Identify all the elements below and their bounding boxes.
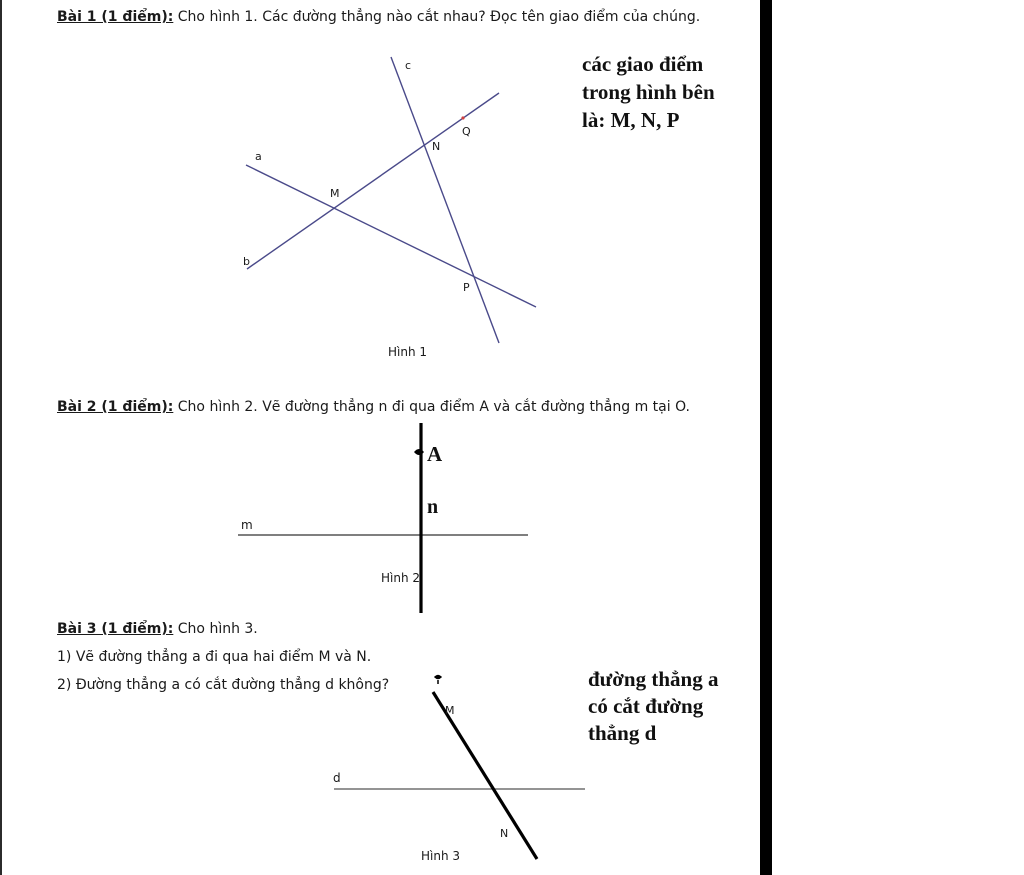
fig3-caption: Hình 3 (421, 849, 461, 863)
fig1-label-m: M (330, 187, 340, 200)
fig1-label-q: Q (462, 125, 471, 138)
fig2-label-a: A (427, 442, 443, 466)
bai3-title: Bài 3 (1 điểm): (57, 621, 174, 637)
bai1-answer-line: các giao điểm (582, 52, 704, 76)
bai3-answer-line: thẳng d (588, 721, 657, 745)
bai3-text: Cho hình 3. (173, 621, 258, 637)
fig3-label-n: N (500, 827, 509, 840)
bai2-title: Bài 2 (1 điểm): (57, 399, 174, 415)
bai1-answer-line: trong hình bên (582, 80, 715, 104)
bai2-text: Cho hình 2. Vẽ đường thẳng n đi qua điểm A và cắt đường thẳng m tại O. (173, 399, 690, 415)
fig1-label-b: b (243, 255, 250, 268)
bai3-item-2: 2) Đường thẳng a có cắt đường thẳng d không? (57, 677, 390, 693)
fig2-label-n: n (427, 496, 439, 518)
fig1-label-a: a (255, 150, 262, 163)
bai1-answer-line: là: M, N, P (582, 108, 680, 132)
fig1-label-c: c (405, 59, 412, 72)
fig2-label-m: m (241, 518, 253, 532)
fig3-label-m: M (445, 704, 455, 717)
pen-mark (435, 676, 441, 685)
bai3-answer-line: đường thẳng a (588, 667, 719, 691)
bai1-title: Bài 1 (1 điểm): (57, 9, 174, 25)
bai3-answer-line: có cắt đường (588, 694, 704, 718)
bai1-text: Cho hình 1. Các đường thẳng nào cắt nhau? Đọc tên giao điểm của chúng. (173, 9, 701, 25)
line-a-drawn (433, 692, 537, 859)
fig3-label-d: d (333, 771, 341, 785)
fig1-label-n: N (432, 140, 441, 153)
bai3-answer (588, 666, 718, 747)
fig2-caption: Hình 2 (381, 571, 421, 585)
fig1-caption: Hình 1 (388, 345, 428, 359)
fig1-label-p: P (463, 281, 470, 294)
bai3-item-1: 1) Vẽ đường thẳng a đi qua hai điểm M và N. (57, 649, 372, 665)
